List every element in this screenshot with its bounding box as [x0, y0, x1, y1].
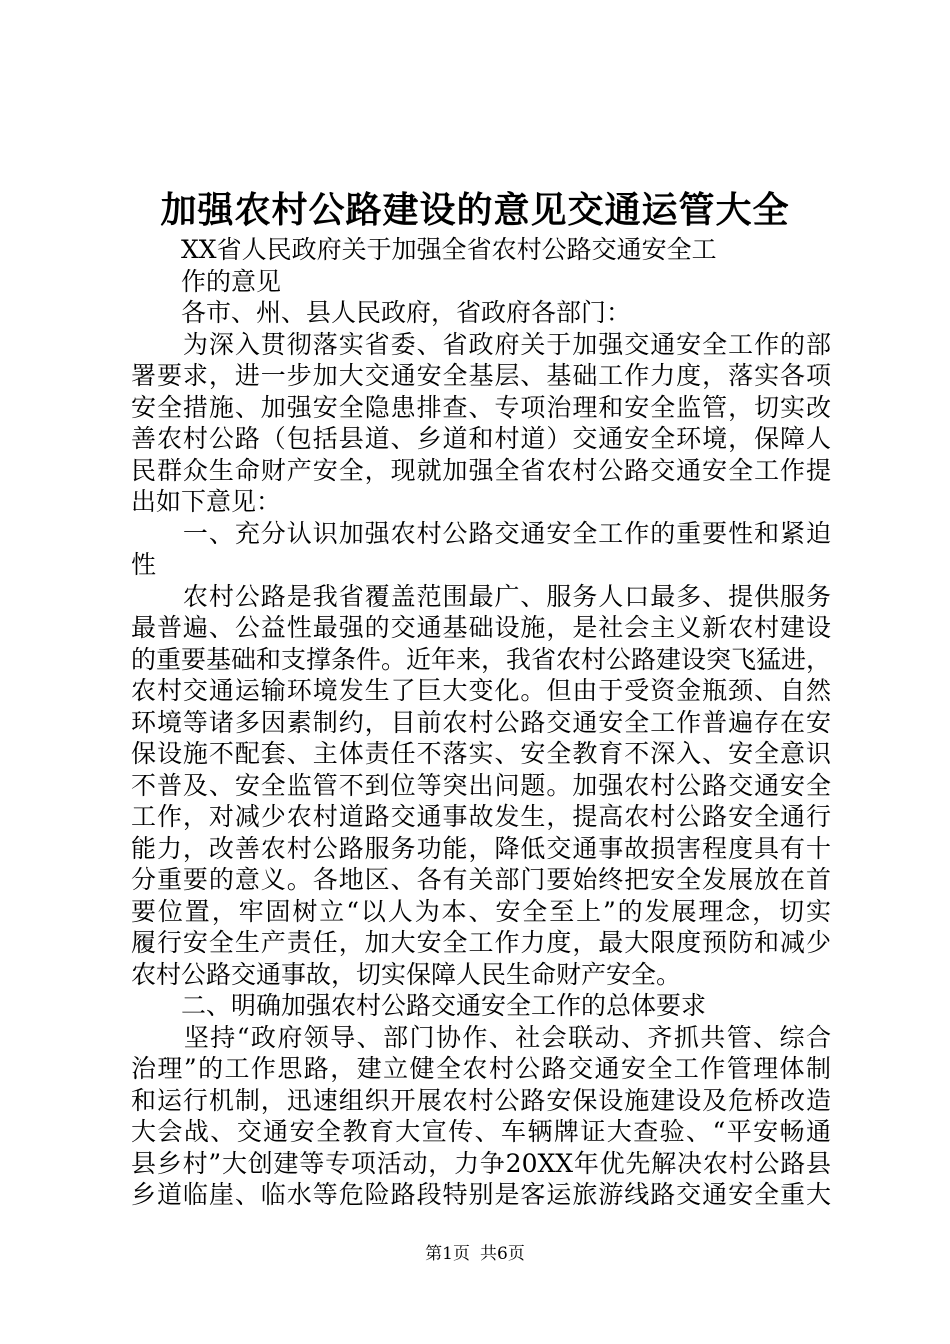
text-line: 各市、州、县人民政府，省政府各部门： — [131, 298, 632, 327]
text-line: 善农村公路（包括县道、乡道和村道）交通安全环境，保障人 — [131, 424, 831, 453]
document-title: 加强农村公路建设的意见交通运管大全 — [160, 189, 790, 231]
page-footer — [0, 1242, 950, 1266]
text-line: 工作，对减少农村道路交通事故发生，提高农村公路安全通行 — [131, 802, 831, 831]
text-line: 大会战、交通安全教育大宣传、车辆牌证大查验、“平安畅通 — [131, 1117, 831, 1146]
text-line: 县乡村”大创建等专项活动，力争20XX年优先解决农村公路县 — [131, 1148, 831, 1178]
text-line: 民群众生命财产安全，现就加强全省农村公路交通安全工作提 — [131, 455, 831, 485]
text-line: 农村公路是我省覆盖范围最广、服务人口最多、提供服务 — [131, 581, 831, 611]
text-line: 安全措施、加强安全隐患排查、专项治理和安全监管，切实改 — [131, 392, 831, 422]
text-line: 的重要基础和支撑条件。近年来，我省农村公路建设突飞猛进， — [131, 644, 832, 674]
text-line: 一、充分认识加强农村公路交通安全工作的重要性和紧迫 — [131, 518, 831, 548]
text-line: 最普遍、公益性最强的交通基础设施，是社会主义新农村建设 — [131, 613, 831, 642]
text-line: XX省人民政府关于加强全省农村公路交通安全工 — [131, 235, 717, 264]
text-line: 和运行机制，迅速组织开展农村公路安保设施建设及危桥改造 — [131, 1085, 831, 1115]
text-line: 不普及、安全监管不到位等突出问题。加强农村公路交通安全 — [131, 770, 831, 800]
text-line: 为深入贯彻落实省委、省政府关于加强交通安全工作的部 — [131, 329, 831, 359]
text-line: 署要求，进一步加大交通安全基层、基础工作力度，落实各项 — [131, 361, 831, 390]
text-line: 农村交通运输环境发生了巨大变化。但由于受资金瓶颈、自然 — [131, 676, 831, 705]
page-number: 第1页 — [425, 1244, 470, 1264]
text-line: 乡道临崖、临水等危险路段特别是客运旅游线路交通安全重大 — [131, 1180, 831, 1209]
text-line: 环境等诸多因素制约，目前农村公路交通安全工作普遍存在安 — [131, 707, 831, 737]
page-total: 共6页 — [480, 1244, 525, 1264]
text-line: 治理”的工作思路，建立健全农村公路交通安全工作管理体制 — [131, 1054, 831, 1083]
text-line: 分重要的意义。各地区、各有关部门要始终把安全发展放在首 — [131, 865, 831, 894]
text-line: 保设施不配套、主体责任不落实、安全教育不深入、安全意识 — [131, 739, 831, 768]
text-line: 农村公路交通事故，切实保障人民生命财产安全。 — [131, 959, 682, 989]
document-body — [131, 234, 831, 1211]
text-line: 要位置，牢固树立“以人为本、安全至上”的发展理念，切实 — [131, 896, 831, 926]
text-line: 作的意见 — [131, 266, 282, 296]
text-line: 二、明确加强农村公路交通安全工作的总体要求 — [131, 991, 707, 1020]
text-line: 性 — [131, 550, 157, 579]
text-line: 能力，改善农村公路服务功能，降低交通事故损害程度具有十 — [131, 833, 831, 863]
text-line: 履行安全生产责任，加大安全工作力度，最大限度预防和减少 — [131, 928, 831, 957]
text-line: 坚持“政府领导、部门协作、社会联动、齐抓共管、综合 — [131, 1022, 831, 1052]
text-line: 出如下意见： — [131, 487, 282, 516]
